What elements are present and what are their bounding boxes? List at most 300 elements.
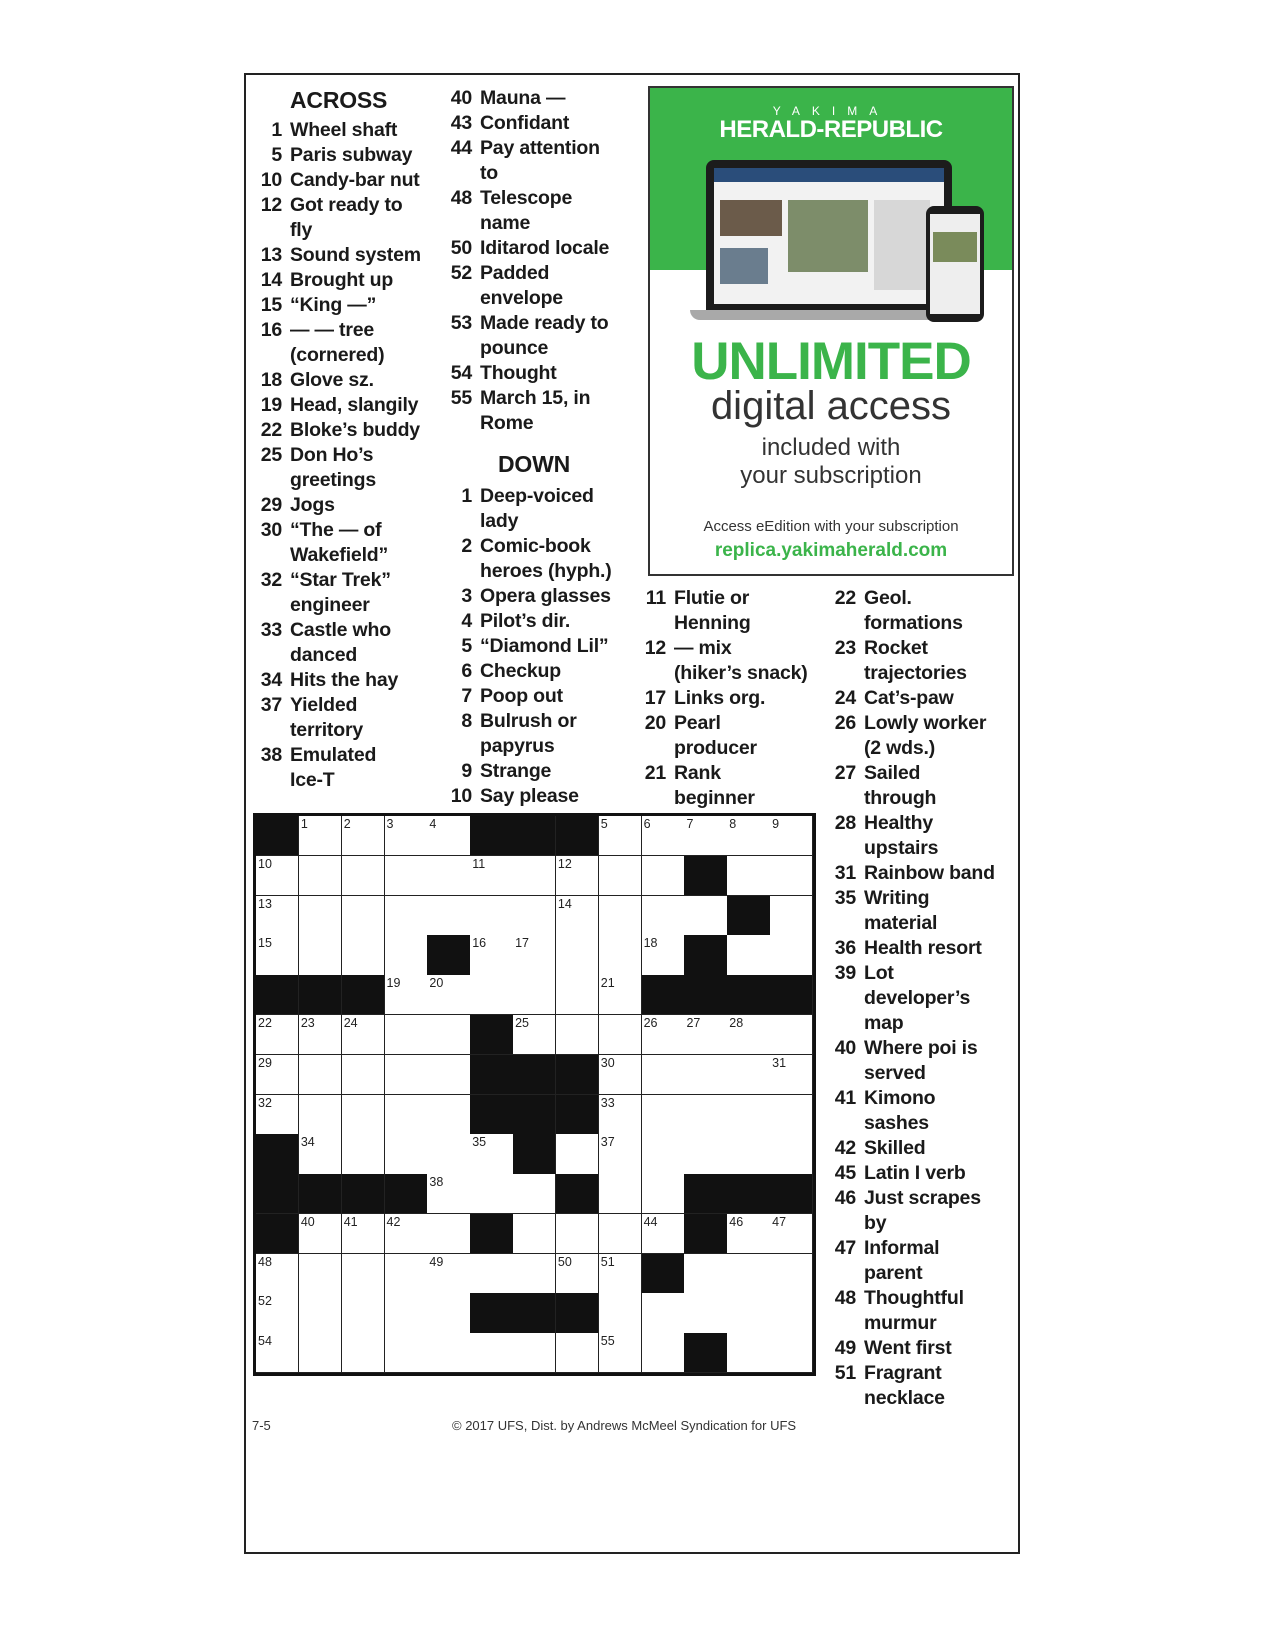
grid-cell[interactable] [599,1174,642,1214]
grid-cell[interactable] [385,856,428,896]
cell-number: 47 [772,1214,787,1229]
grid-cell[interactable] [427,896,470,936]
grid-cell[interactable] [342,1333,385,1373]
clue-text: Lowly worker [864,712,987,734]
grid-cell[interactable] [427,1333,470,1373]
grid-cell[interactable] [470,1254,513,1294]
grid-cell[interactable] [556,1214,599,1254]
grid-cell[interactable] [427,1254,470,1294]
clue-item [830,1036,1014,1086]
clue-text: material [864,912,938,934]
grid-cell[interactable] [299,856,342,896]
clue-text: envelope [480,287,563,309]
grid-cell[interactable] [427,816,470,856]
grid-cell[interactable] [727,1134,770,1174]
grid-cell[interactable] [299,896,342,936]
grid-cell[interactable] [599,1293,642,1333]
grid-cell[interactable] [556,856,599,896]
grid-cell[interactable] [342,1214,385,1254]
grid-cell[interactable] [556,1134,599,1174]
clue-text: Health resort [864,937,982,959]
grid-cell[interactable] [727,1293,770,1333]
clue-text: Lot [864,962,894,984]
clue-text: necklace [864,1387,945,1409]
clue-text: Paris subway [290,144,413,166]
grid-cell[interactable] [770,1055,813,1095]
cell-number: 40 [300,1214,315,1229]
grid-cell[interactable] [727,1214,770,1254]
grid-cell[interactable] [770,1333,813,1373]
clue-text: — — tree [290,319,375,341]
laptop-image [706,160,952,320]
grid-cell[interactable] [770,856,813,896]
clue-number: 42 [834,1137,856,1159]
clue-text: murmur [864,1312,937,1334]
clue-text: beginner [674,787,755,809]
cell-number: 18 [643,936,658,951]
grid-cell[interactable] [684,1293,727,1333]
clue-text: Pearl [674,712,721,734]
clue-number: 16 [260,319,282,341]
grid-cell[interactable] [727,856,770,896]
footer-copyright: © 2017 UFS, Dist. by Andrews McMeel Syndication for UFS [452,1418,797,1433]
clue-number: 52 [450,262,472,284]
grid-cell[interactable] [556,1333,599,1373]
grid-cell[interactable] [513,1254,556,1294]
clue-text: map [864,1012,904,1034]
grid-cell[interactable] [770,1293,813,1333]
grid-cell[interactable] [684,1254,727,1294]
clue-text: developer’s [864,987,971,1009]
clue-text: Strange [480,760,552,782]
grid-cell[interactable] [642,1015,685,1055]
clue-text: (cornered) [290,344,385,366]
grid-block [684,856,727,896]
grid-cell[interactable] [427,1214,470,1254]
clue-item [256,193,434,243]
clue-number: 1 [461,485,472,507]
grid-cell[interactable] [642,1293,685,1333]
grid-cell[interactable] [342,1134,385,1174]
clue-text: lady [480,510,519,532]
grid-cell[interactable] [513,935,556,975]
clue-number: 15 [260,294,282,316]
clue-item [446,709,642,759]
grid-cell[interactable] [385,1214,428,1254]
grid-cell[interactable] [385,1134,428,1174]
grid-cell[interactable] [299,1214,342,1254]
grid-cell[interactable] [727,1333,770,1373]
grid-block [427,935,470,975]
clue-number: 31 [834,862,856,884]
clue-number: 55 [450,387,472,409]
clue-text: name [480,212,531,234]
grid-cell[interactable] [385,1333,428,1373]
clue-number: 9 [461,760,472,782]
grid-cell[interactable] [684,1134,727,1174]
grid-cell[interactable] [599,975,642,1015]
clue-text: Latin I verb [864,1162,966,1184]
grid-cell[interactable] [556,1015,599,1055]
grid-block [256,1174,299,1214]
grid-cell[interactable] [642,1095,685,1135]
clue-text: Candy-bar nut [290,169,420,191]
grid-cell[interactable] [427,856,470,896]
grid-cell[interactable] [470,1134,513,1174]
grid-cell[interactable] [770,1254,813,1294]
grid-cell[interactable] [599,1333,642,1373]
grid-cell[interactable] [556,896,599,936]
grid-cell[interactable] [727,816,770,856]
grid-cell[interactable] [727,935,770,975]
cell-number: 21 [600,976,615,991]
grid-cell[interactable] [427,1055,470,1095]
grid-cell[interactable] [642,816,685,856]
grid-cell[interactable] [299,1293,342,1333]
cell-number: 41 [343,1214,358,1229]
grid-cell[interactable] [727,1254,770,1294]
grid-cell[interactable] [342,1254,385,1294]
cell-number: 49 [429,1254,444,1269]
clue-item [446,261,642,311]
grid-cell[interactable] [256,1333,299,1373]
grid-cell[interactable] [556,1254,599,1294]
grid-cell[interactable] [770,935,813,975]
grid-cell[interactable] [299,1333,342,1373]
grid-block [299,1174,342,1214]
grid-cell[interactable] [299,1254,342,1294]
grid-cell[interactable] [256,1293,299,1333]
grid-cell[interactable] [642,1055,685,1095]
grid-block [342,975,385,1015]
grid-cell[interactable] [470,896,513,936]
grid-cell[interactable] [385,1254,428,1294]
grid-cell[interactable] [599,896,642,936]
grid-block [770,1174,813,1214]
clue-text: Bloke’s buddy [290,419,420,441]
cell-number: 6 [643,817,651,831]
grid-block [470,1293,513,1333]
clue-text: Rank [674,762,721,784]
grid-cell[interactable] [513,1174,556,1214]
ad-kicker: YAKIMA [772,104,890,118]
grid-cell[interactable] [299,935,342,975]
grid-block [470,816,513,856]
grid-block [513,1055,556,1095]
grid-cell[interactable] [599,1095,642,1135]
clue-text: Healthy [864,812,934,834]
grid-cell[interactable] [684,816,727,856]
grid-cell[interactable] [642,856,685,896]
grid-block [470,1055,513,1095]
clue-text: Where poi is [864,1037,978,1059]
grid-cell[interactable] [684,896,727,936]
clue-item [256,518,434,568]
grid-cell[interactable] [770,1214,813,1254]
grid-cell[interactable] [770,1134,813,1174]
grid-cell[interactable] [256,1254,299,1294]
clue-item [640,636,820,686]
grid-cell[interactable] [385,1055,428,1095]
grid-cell[interactable] [470,1174,513,1214]
clue-item [256,368,434,393]
clue-text: Kimono [864,1087,936,1109]
clue-number: 49 [834,1337,856,1359]
cell-number: 24 [343,1015,358,1030]
grid-cell[interactable] [599,1055,642,1095]
clue-text: Sound system [290,244,421,266]
grid-cell[interactable] [385,1095,428,1135]
cell-number: 5 [600,817,608,831]
clue-number: 8 [461,710,472,732]
grid-cell[interactable] [513,1015,556,1055]
clue-text: Rocket [864,637,928,659]
grid-cell[interactable] [385,1293,428,1333]
grid-cell[interactable] [342,1015,385,1055]
grid-cell[interactable] [342,1055,385,1095]
grid-cell[interactable] [727,1015,770,1055]
cell-number: 29 [258,1055,272,1070]
grid-cell[interactable] [470,1333,513,1373]
clue-number: 45 [834,1162,856,1184]
grid-cell[interactable] [427,1293,470,1333]
clue-item [830,586,1014,636]
clue-item [446,136,642,186]
grid-cell[interactable] [513,975,556,1015]
clue-item [256,568,434,618]
clue-text: danced [290,644,358,666]
grid-cell[interactable] [256,856,299,896]
clue-text: by [864,1212,887,1234]
clue-text: Deep-voiced [480,485,594,507]
clue-text: Jogs [290,494,335,516]
grid-block [299,975,342,1015]
grid-cell[interactable] [299,1134,342,1174]
grid-cell[interactable] [427,975,470,1015]
grid-cell[interactable] [642,1214,685,1254]
clue-text: Ice-T [290,769,335,791]
clue-text: Thoughtful [864,1287,964,1309]
grid-cell[interactable] [513,1333,556,1373]
grid-cell[interactable] [256,1095,299,1135]
grid-cell[interactable] [727,1055,770,1095]
clue-text: sashes [864,1112,929,1134]
grid-cell[interactable] [385,1015,428,1055]
grid-cell[interactable] [385,975,428,1015]
ad-line-subscription: your subscription [740,462,922,489]
grid-cell[interactable] [513,1214,556,1254]
grid-cell[interactable] [599,856,642,896]
clue-item [640,761,820,811]
grid-cell[interactable] [299,816,342,856]
grid-cell[interactable] [299,1095,342,1135]
grid-cell[interactable] [684,1015,727,1055]
cell-number: 9 [772,817,780,831]
clue-number: 22 [260,419,282,441]
cell-number: 37 [600,1135,615,1150]
clue-number: 6 [461,660,472,682]
cell-number: 7 [686,817,694,831]
grid-cell[interactable] [427,1174,470,1214]
cell-number: 51 [600,1254,615,1269]
grid-cell[interactable] [470,935,513,975]
grid-cell[interactable] [770,1095,813,1135]
clue-text: Brought up [290,269,394,291]
ad-url-link[interactable]: replica.yakimaherald.com [714,540,948,561]
grid-cell[interactable] [684,1055,727,1095]
clue-text: engineer [290,594,370,616]
clue-text: Iditarod locale [480,237,610,259]
grid-cell[interactable] [427,1134,470,1174]
grid-cell[interactable] [342,935,385,975]
clue-text: fly [290,219,313,241]
grid-cell[interactable] [342,816,385,856]
clue-number: 5 [271,144,282,166]
clue-text: Poop out [480,685,563,707]
grid-cell[interactable] [642,935,685,975]
cell-number: 50 [557,1254,572,1269]
clue-item [446,186,642,236]
clue-item [446,484,642,534]
cell-number: 23 [300,1015,315,1030]
grid-cell[interactable] [770,816,813,856]
clue-item [256,493,434,518]
clue-number: 26 [834,712,856,734]
clue-text: Emulated [290,744,377,766]
down-heading: DOWN [498,451,571,477]
cell-number: 54 [258,1334,272,1349]
ad-line-included: included with [761,434,901,461]
cell-number: 8 [729,817,737,831]
clue-number: 34 [260,669,282,691]
grid-cell[interactable] [642,1134,685,1174]
grid-block [513,1095,556,1135]
cell-number: 16 [472,936,487,951]
grid-cell[interactable] [427,1015,470,1055]
grid-cell[interactable] [427,1095,470,1135]
clue-number: 10 [450,785,472,807]
grid-cell[interactable] [342,1293,385,1333]
grid-cell[interactable] [599,1134,642,1174]
grid-cell[interactable] [556,935,599,975]
down-clues-column-3 [640,586,820,811]
cell-number: 27 [686,1015,701,1030]
clue-text: Hits the hay [290,669,399,691]
grid-cell[interactable] [385,896,428,936]
clue-number: 23 [834,637,856,659]
clue-text: Wheel shaft [290,119,398,141]
clue-text: Thought [480,362,557,384]
cell-number: 32 [258,1095,272,1110]
grid-cell[interactable] [470,856,513,896]
clue-text: Bulrush or [480,710,577,732]
grid-block [256,1214,299,1254]
clue-number: 30 [260,519,282,541]
grid-cell[interactable] [299,1055,342,1095]
clue-text: Skilled [864,1137,926,1159]
grid-cell[interactable] [642,1174,685,1214]
clue-item [830,1236,1014,1286]
footer-date: 7-5 [252,1418,271,1433]
grid-cell[interactable] [684,1095,727,1135]
clue-item [446,86,642,111]
clue-text: March 15, in [480,387,591,409]
clue-text: Head, slangily [290,394,419,416]
clue-text: Sailed [864,762,921,784]
grid-cell[interactable] [599,1214,642,1254]
clue-text: Pilot’s dir. [480,610,571,632]
cell-number: 31 [772,1055,787,1070]
crossword-grid [253,813,816,1376]
grid-cell[interactable] [642,896,685,936]
grid-cell[interactable] [299,1015,342,1055]
grid-cell[interactable] [599,816,642,856]
grid-cell[interactable] [385,935,428,975]
clue-number: 14 [260,269,282,291]
clue-number: 13 [260,244,282,266]
cell-number: 33 [600,1095,615,1110]
grid-cell[interactable] [770,1015,813,1055]
clue-item [256,393,434,418]
subscription-ad[interactable] [648,86,1014,576]
clue-text: Castle who [290,619,391,641]
grid-cell[interactable] [342,856,385,896]
cell-number: 1 [300,817,308,831]
clue-text: served [864,1062,926,1084]
grid-cell[interactable] [642,1333,685,1373]
grid-cell[interactable] [599,935,642,975]
clue-item [830,761,1014,811]
clue-text: Made ready to [480,312,609,334]
clue-text: Informal [864,1237,940,1259]
clue-item [830,1161,1014,1186]
grid-cell[interactable] [470,975,513,1015]
clue-text: Yielded [290,694,358,716]
cell-number: 25 [515,1015,529,1030]
grid-block [727,896,770,936]
clue-item [256,418,434,443]
clue-item [446,386,642,436]
grid-cell[interactable] [342,896,385,936]
clue-text: Went first [864,1337,952,1359]
clue-item [256,268,434,293]
grid-block [470,1015,513,1055]
grid-cell[interactable] [727,1095,770,1135]
grid-cell[interactable] [385,816,428,856]
grid-cell[interactable] [556,975,599,1015]
grid-block [642,1254,685,1294]
clue-item [446,236,642,261]
grid-cell[interactable] [513,896,556,936]
clue-number: 27 [834,762,856,784]
clue-text: Pay attention [480,137,600,159]
grid-cell[interactable] [256,1055,299,1095]
grid-cell[interactable] [599,1015,642,1055]
grid-cell[interactable] [770,896,813,936]
grid-cell[interactable] [342,1095,385,1135]
grid-cell[interactable] [513,856,556,896]
grid-cell[interactable] [256,896,299,936]
grid-block [256,975,299,1015]
clue-item [830,686,1014,711]
cell-number: 11 [472,856,486,871]
grid-cell[interactable] [599,1254,642,1294]
cell-number: 42 [386,1214,401,1229]
grid-cell[interactable] [256,1015,299,1055]
grid-block [556,1174,599,1214]
clue-text: formations [864,612,963,634]
grid-cell[interactable] [256,935,299,975]
